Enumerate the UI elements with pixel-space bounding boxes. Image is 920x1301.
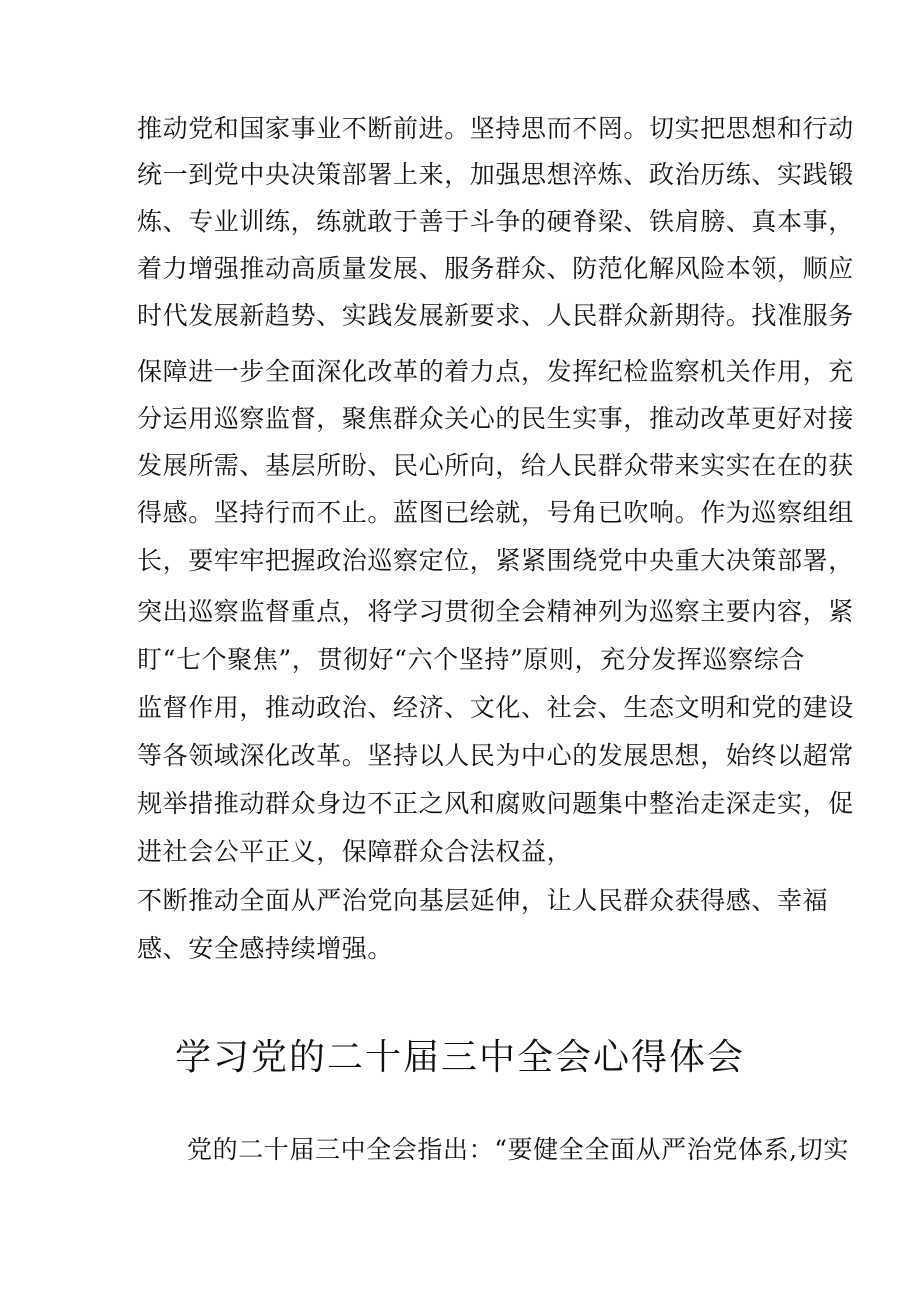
- paragraph-line: 进社会公平正义，保障群众合法权益，: [137, 837, 573, 866]
- paragraph-line: 时代发展新趋势、实践发展新要求、人民群众新期待。找准服务: [137, 301, 854, 330]
- paragraph-line: 规举措推动群众身边不正之风和腐败问题集中整治走深走实，促: [137, 789, 854, 818]
- paragraph-line: 发展所需、基层所盼、民心所向，给人民群众带来实实在在的获: [137, 451, 854, 480]
- paragraph-line: 突出巡察监督重点，将学习贯彻全会精神列为巡察主要内容，紧: [137, 597, 854, 626]
- paragraph-line: 得感。坚持行而不止。蓝图已绘就，号角已吹响。作为巡察组组: [137, 498, 854, 527]
- paragraph-line: 盯“七个聚焦”，贯彻好“六个坚持”原则，充分发挥巡察综合: [137, 645, 805, 674]
- paragraph-line: 监督作用，推动政治、经济、文化、社会、生态文明和党的建设: [137, 693, 854, 722]
- paragraph-line: 等各领域深化改革。坚持以人民为中心的发展思想，始终以超常: [137, 741, 854, 770]
- article-title: 学习党的二十届三中全会心得体会: [174, 1037, 745, 1078]
- paragraph-line: 感、安全感持续增强。: [137, 934, 394, 963]
- paragraph-line: 长，要牢牢把握政治巡察定位，紧紧围绕党中央重大决策部署，: [137, 546, 854, 575]
- paragraph-line: 分运用巡察监督，聚焦群众关心的民生实事，推动改革更好对接: [137, 404, 854, 433]
- paragraph-line: 保障进一步全面深化改革的着力点，发挥纪检监察机关作用，充: [137, 357, 854, 386]
- paragraph-line: 党的二十届三中全会指出：“要健全全面从严治党体系,切实: [187, 1135, 849, 1164]
- paragraph-line: 推动党和国家事业不断前进。坚持思而不罔。切实把思想和行动: [137, 114, 854, 143]
- paragraph-line: 着力增强推动高质量发展、服务群众、防范化解风险本领，顺应: [137, 254, 854, 283]
- paragraph-line: 统一到党中央决策部署上来，加强思想淬炼、政治历练、实践锻: [137, 160, 854, 189]
- paragraph-line: 不断推动全面从严治党向基层延伸，让人民群众获得感、幸福: [137, 886, 829, 915]
- paragraph-line: 炼、专业训练，练就敢于善于斗争的硬脊梁、铁肩膀、真本事，: [137, 207, 854, 236]
